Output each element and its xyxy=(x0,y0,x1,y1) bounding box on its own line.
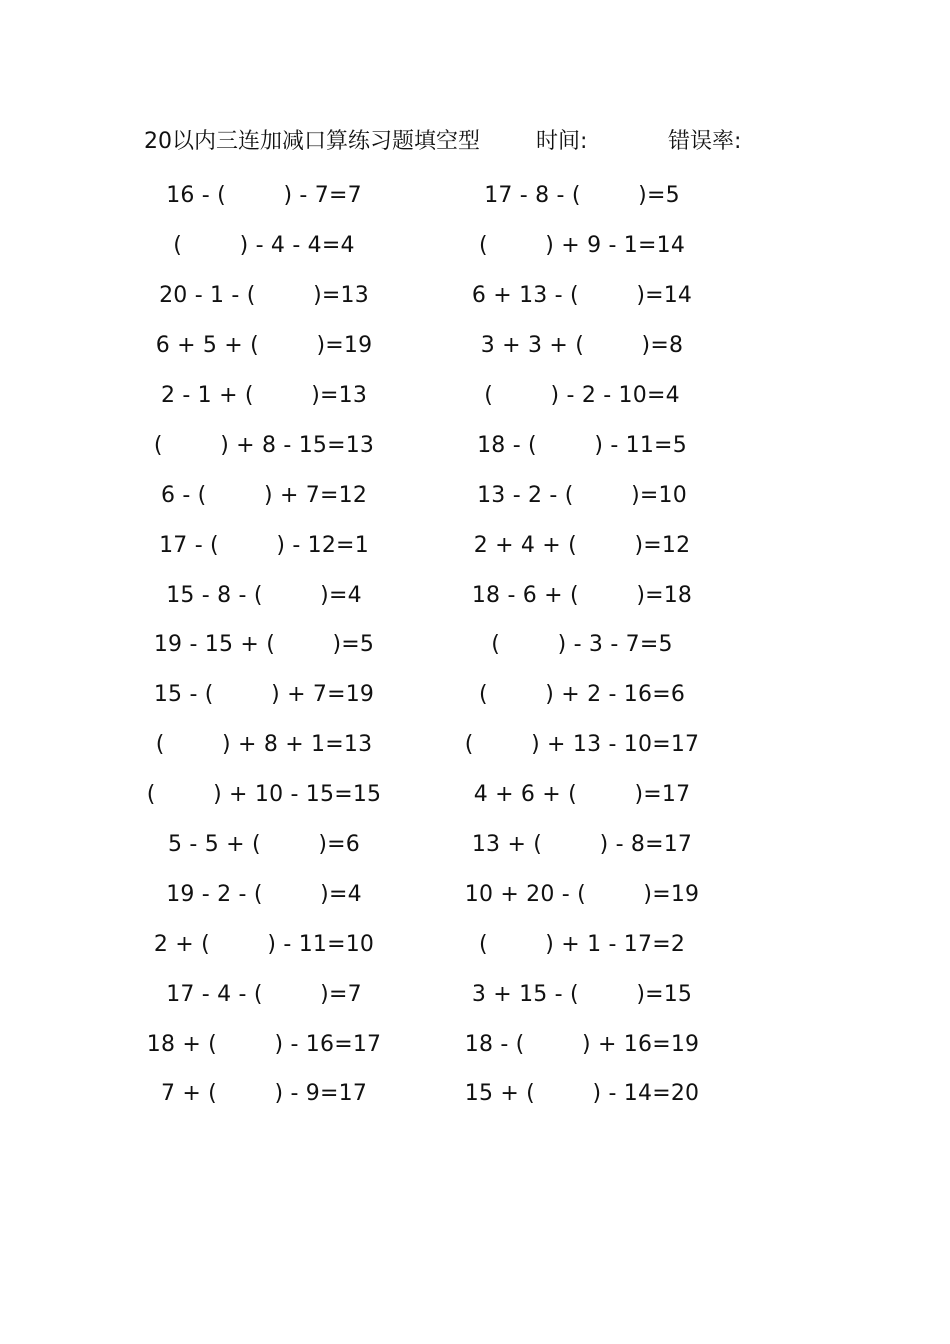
math-problem: 20 - 1 - ( )=13 xyxy=(159,283,369,309)
math-problem: 2 - 1 + ( )=13 xyxy=(160,383,368,408)
math-problem: ( ) - 3 - 7=5 xyxy=(491,632,673,658)
math-problem: 4 + 6 + ( )=17 xyxy=(473,782,691,808)
math-problem: 13 - 2 - ( )=10 xyxy=(477,482,687,508)
worksheet-title: 20以内三连加减口算练习题填空型 xyxy=(144,129,480,154)
math-problem: 17 - 8 - ( )=5 xyxy=(484,183,680,209)
math-problem: 2 + 4 + ( )=12 xyxy=(473,532,691,558)
math-problem: 6 + 5 + ( )=19 xyxy=(155,333,373,359)
worksheet-header xyxy=(144,124,764,160)
math-problem: 17 - 4 - ( )=7 xyxy=(166,981,362,1007)
math-problem: 18 - 6 + ( )=18 xyxy=(471,582,693,608)
math-problem: 3 + 15 - ( )=15 xyxy=(471,981,693,1007)
math-problem: 19 - 2 - ( )=4 xyxy=(166,881,362,907)
math-problem: 15 - ( ) + 7=19 xyxy=(153,682,375,708)
math-problem: ( ) + 8 + 1=13 xyxy=(155,732,373,758)
math-problem: ( ) + 10 - 15=15 xyxy=(146,782,382,808)
left-problem-column xyxy=(134,171,394,1119)
math-problem: 2 + ( ) - 11=10 xyxy=(153,931,375,957)
math-problem: 6 - ( ) + 7=12 xyxy=(160,482,368,508)
time-label: 时间: xyxy=(536,129,588,154)
math-problem: 5 - 5 + ( )=6 xyxy=(168,832,360,858)
math-problem: 17 - ( ) - 12=1 xyxy=(159,532,369,558)
error-rate-label: 错误率: xyxy=(668,129,742,154)
math-problem: ( ) + 9 - 1=14 xyxy=(478,233,686,259)
math-problem: 6 + 13 - ( )=14 xyxy=(471,283,693,309)
math-problem: ( ) + 1 - 17=2 xyxy=(478,931,686,957)
math-problem: 15 + ( ) - 14=20 xyxy=(464,1081,700,1107)
math-problem: 15 - 8 - ( )=4 xyxy=(166,582,362,608)
math-problem: ( ) - 4 - 4=4 xyxy=(173,233,355,259)
math-problem: 18 - ( ) + 16=19 xyxy=(464,1031,700,1057)
math-problem: 13 + ( ) - 8=17 xyxy=(471,832,693,858)
math-problem: 10 + 20 - ( )=19 xyxy=(464,881,700,907)
math-problem: 16 - ( ) - 7=7 xyxy=(166,183,362,209)
math-problem: 18 - ( ) - 11=5 xyxy=(477,432,687,458)
math-problem: 7 + ( ) - 9=17 xyxy=(160,1081,368,1107)
right-problem-column xyxy=(452,171,712,1119)
math-problem: 18 + ( ) - 16=17 xyxy=(146,1031,382,1057)
math-problem: ( ) + 2 - 16=6 xyxy=(478,682,686,708)
math-problem: ( ) + 8 - 15=13 xyxy=(153,432,375,458)
math-problem: 3 + 3 + ( )=8 xyxy=(480,333,684,359)
math-problem: ( ) - 2 - 10=4 xyxy=(484,383,680,408)
math-problem: 19 - 15 + ( )=5 xyxy=(153,632,375,658)
math-problem: ( ) + 13 - 10=17 xyxy=(464,732,700,758)
